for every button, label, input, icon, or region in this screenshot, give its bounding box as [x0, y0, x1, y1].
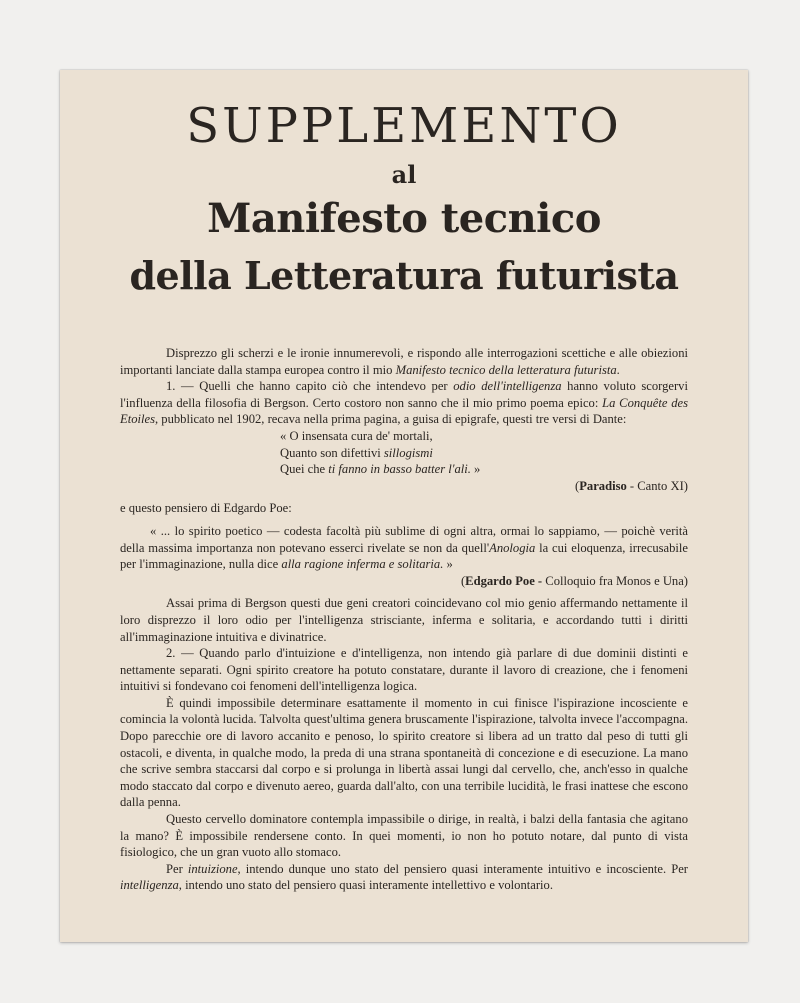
body-text [120, 345, 688, 894]
poe-source: (Edgardo Poe - Colloquio fra Monos e Una) [460, 573, 688, 588]
dante-quote: « O insensata cura de' mortali, Quanto son difettivi sillogismi Quei che ti fanno in basso batter l'ali. » [280, 428, 481, 477]
paragraph-intro: Disprezzo gli scherzi e le ironie innumerevoli, e rispondo alle interrogazioni scettiche e alle obiezioni importanti lanciate dalla stampa europea contro il mio Manifesto tecnico della letteratura futurista. [120, 346, 688, 377]
paragraph-2: 2. — Quando parlo d'intuizione e d'intelligenza, non intendo già parlare di due dominii distinti e nettamente separati. Ogni spirito creatore ha potuto constatare, durante il lavoro di creazione, che i fenomeni intuitivi si fondevano coi fenomeni dell'intelligenza logica. [120, 646, 688, 694]
poe-quote: « ... lo spirito poetico — codesta facoltà più sublime di ogni altra, ormai lo sappiamo, — poichè verità della massima importanza non potevano esserci rivelate se non da quell'Anologia la cui eloquenza, irrecusabile per l'immaginazione, nulla dice alla ragione inferma e solitaria. » [120, 523, 688, 572]
title-supplemento: SUPPLEMENTO [186, 98, 622, 154]
paragraph-assai: Assai prima di Bergson questi due geni creatori coincidevano col mio genio affermando nettamente il loro disprezzo il loro odio per l'intelligenza strisciante, inferma e solitaria, e accordando tutti i diritti all'immaginazione intuitiva e divinatrice. [120, 596, 688, 644]
title-al: al [391, 160, 417, 189]
poe-intro: e questo pensiero di Edgardo Poe: [120, 501, 292, 516]
title-manifesto: Manifesto tecnico [207, 195, 601, 242]
document-page [60, 70, 748, 942]
paragraph-4: Questo cervello dominatore contempla impassibile o dirige, in realtà, i balzi della fantasia che agitano la mano? È impossibile rendersene conto. In quei momenti, io non ho potuto notare, dal punto di vista fisiologico, che un gran vuoto allo stomaco. [120, 812, 688, 860]
paragraph-3: È quindi impossibile determinare esattamente il momento in cui finisce l'ispirazione incosciente e comincia la volontà lucida. Talvolta quest'ultima genera bruscamente l'ispirazione, talvolta invece l'accompagna. Dopo parecchie ore di lavoro accanito e penoso, lo spirito creatore si libera ad un tratto dal peso di tutti gli ostacoli, e diventa, in qualche modo, la preda di una strana spontaneità di concezione e di esecuzione. La mano che scrive sembra staccarsi dal corpo e si prolunga in libertà assai lungi dal cervello, che, anch'esso in qualche modo staccato dal corpo e divenuto aereo, guarda dall'alto, con una terribile lucidità, le frasi inattese che escono dalla penna. [120, 695, 688, 810]
dante-source: (Paradiso - Canto XI) [575, 478, 688, 493]
paragraph-5: Per intuizione, intendo dunque uno stato del pensiero quasi interamente intuitivo e incosciente. Per intelligenza, intendo uno stato del pensiero quasi interamente intellettivo e volontario. [120, 861, 688, 893]
title-letteratura: della Letteratura futurista [129, 253, 679, 298]
paragraph-1: 1. — Quelli che hanno capito ciò che intendevo per odio dell'intelligenza hanno voluto scorgervi l'influenza della filosofia di Bergson. Certo costoro non sanno che il mio primo poema epico: La Conquête des Etoiles, pubblicato nel 1902, recava nella prima pagina, a guisa di epigrafe, questi tre versi di Dante: [120, 379, 689, 427]
